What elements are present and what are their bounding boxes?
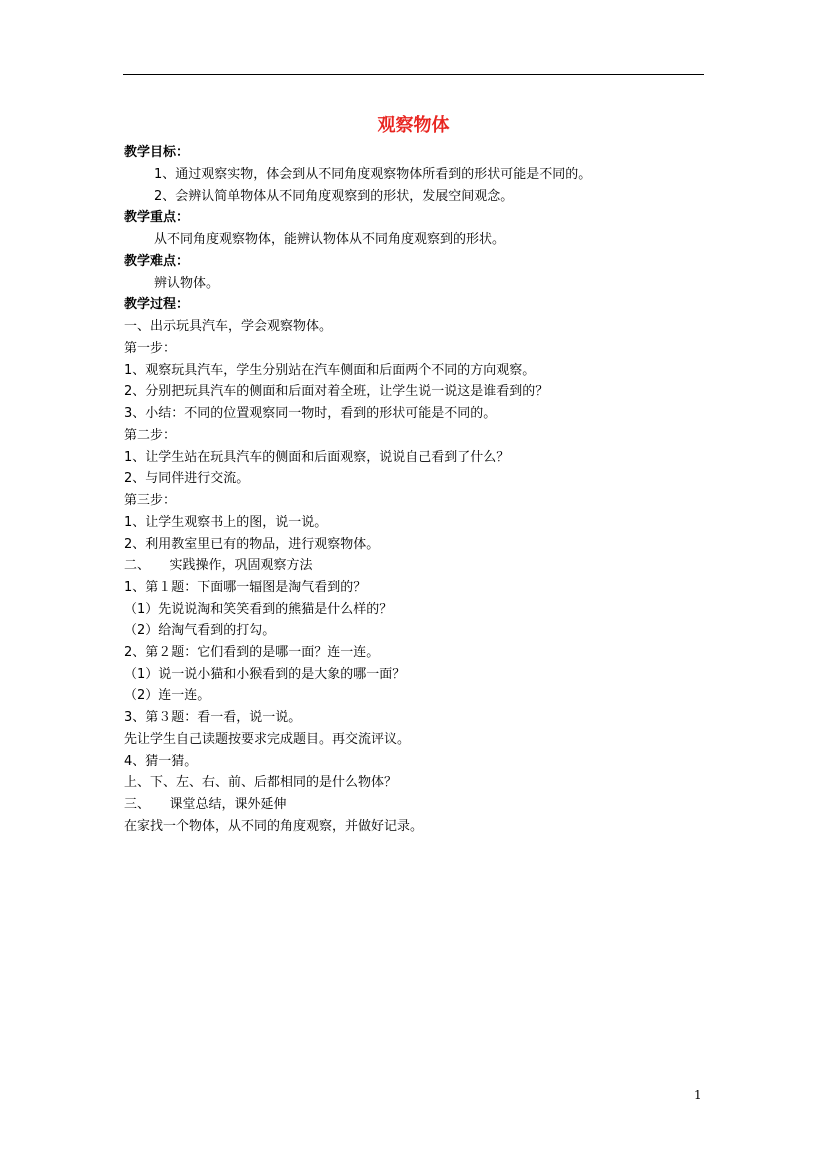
body-line: 2、利用教室里已有的物品，进行观察物体。: [124, 537, 380, 552]
body-line: 1、让学生站在玩具汽车的侧面和后面观察，说说自己看到了什么？: [124, 450, 510, 465]
body-line: 一、出示玩具汽车，学会观察物体。: [124, 319, 333, 334]
body-line: 1、通过观察实物，体会到从不同角度观察物体所看到的形状可能是不同的。: [154, 167, 592, 182]
body-line: 3、小结：不同的位置观察同一物时，看到的形状可能是不同的。: [124, 406, 497, 421]
heading-objectives: 教学目标：: [124, 145, 190, 160]
body-line: 第三步：: [124, 493, 177, 508]
body-line: 3、第３题：看一看，说一说。: [124, 710, 302, 725]
body-line: （2）连一连。: [124, 688, 211, 703]
body-line: 1、让学生观察书上的图，说一说。: [124, 515, 328, 530]
body-line: 第二步：: [124, 428, 177, 443]
body-line: （2）给淘气看到的打勾。: [124, 623, 276, 638]
body-line: 2、会辨认简单物体从不同角度观察到的形状，发展空间观念。: [154, 189, 514, 204]
page-title: 观察物体: [377, 115, 450, 136]
body-line: 三、 课堂总结，课外延伸: [124, 797, 287, 812]
page-number: 1: [694, 1088, 702, 1102]
heading-process: 教学过程：: [124, 297, 190, 312]
body-line: 1、观察玩具汽车，学生分别站在汽车侧面和后面两个不同的方向观察。: [124, 363, 536, 378]
header-rule: [123, 74, 704, 75]
body-line: （1）先说说淘和笑笑看到的熊猫是什么样的？: [124, 602, 393, 617]
body-line: 二、 实践操作，巩固观察方法: [124, 558, 313, 573]
body-line: 4、猜一猜。: [124, 754, 198, 769]
body-line: 1、第１题：下面哪一辐图是淘气看到的？: [124, 580, 367, 595]
body-line: 2、第２题：它们看到的是哪一面？连一连。: [124, 645, 380, 660]
body-line: 先让学生自己读题按要求完成题目。再交流评议。: [124, 732, 411, 747]
body-line: 在家找一个物体，从不同的角度观察，并做好记录。: [124, 819, 424, 834]
heading-key-points: 教学重点：: [124, 210, 190, 225]
body-line: 第一步：: [124, 341, 177, 356]
body-line: 从不同角度观察物体，能辨认物体从不同角度观察到的形状。: [154, 232, 506, 247]
body-line: 上、下、左、右、前、后都相同的是什么物体？: [124, 775, 398, 790]
body-line: （1）说一说小猫和小猴看到的是大象的哪一面？: [124, 667, 406, 682]
body-line: 2、与同伴进行交流。: [124, 471, 250, 486]
body-line: 2、分别把玩具汽车的侧面和后面对着全班，让学生说一说这是谁看到的？: [124, 384, 549, 399]
heading-difficulties: 教学难点：: [124, 254, 190, 269]
body-line: 辨认物体。: [154, 276, 220, 291]
